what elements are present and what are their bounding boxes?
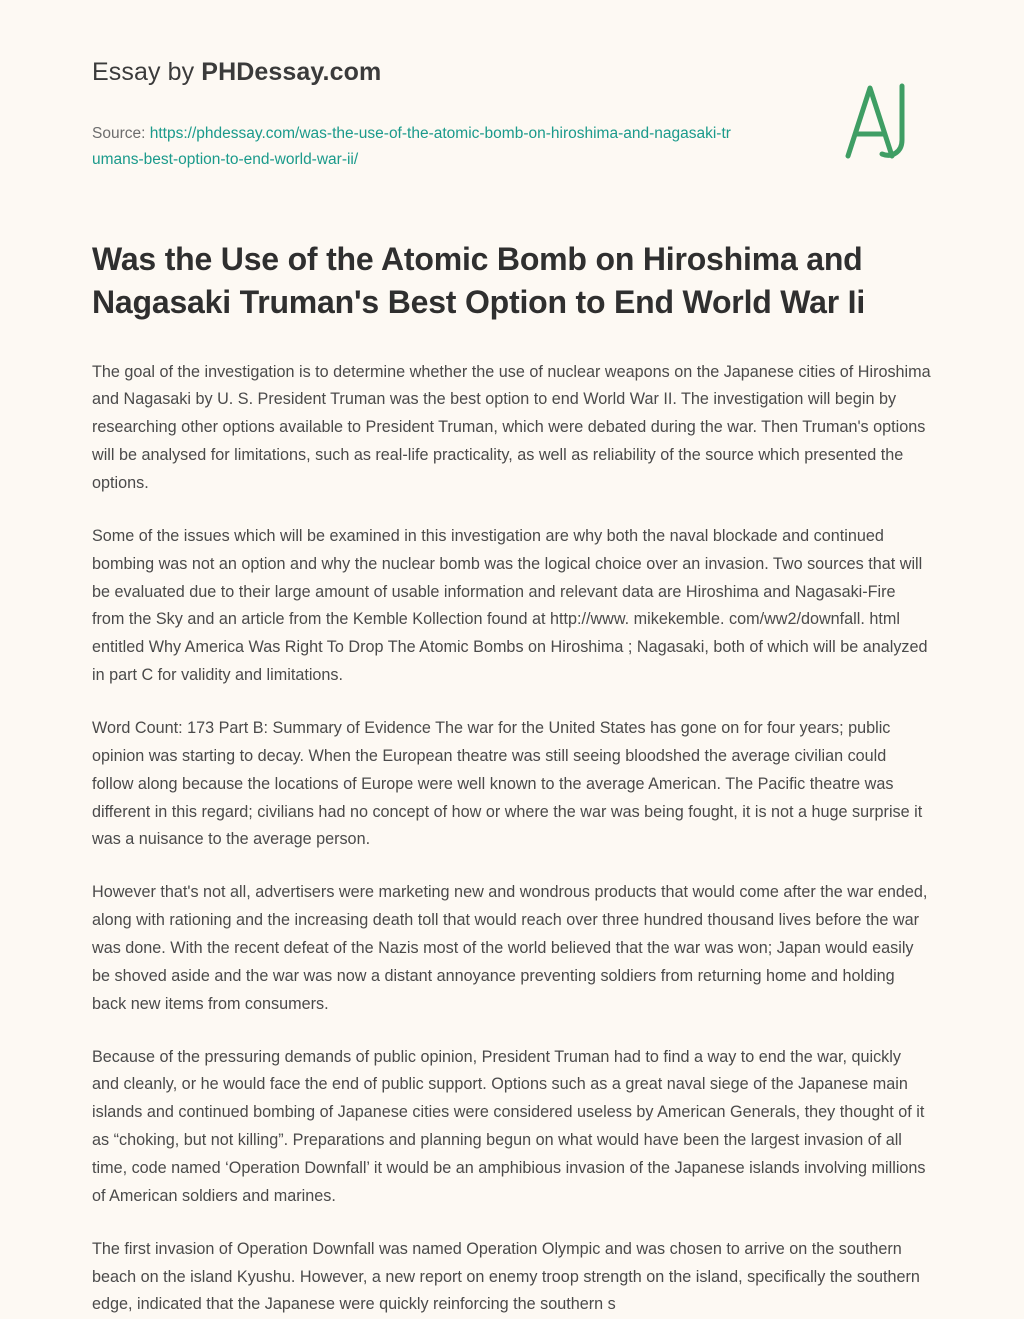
paragraph: Because of the pressuring demands of public opinion, President Truman had to find a way to end the war, quickly and cleanly, or he would face the end of public support. Options such as a great naval siege of the Japanese main islands and continued bombing of Japanese cities were considered useless by American Generals, they thought of it as “choking, but not killing”. Preparations and planning begun on what would have been the largest invasion of all time, code named ‘Operation Downfall’ it would be an amphibious invasion of the Japanese islands involving millions of American soldiers and marines.	[92, 1044, 932, 1211]
source-url-link[interactable]: https://phdessay.com/was-the-use-of-the-atomic-bomb-on-hiroshima-and-nagasaki-trumans-best-option-to-end-world-war-ii/	[92, 125, 731, 168]
source-block	[92, 121, 732, 172]
paragraph: Word Count: 173 Part B: Summary of Evidence The war for the United States has gone on for four years; public opinion was starting to decay. When the European theatre was still seeing bloodshed the average civilian could follow along because the locations of Europe were well known to the average American. The Pacific theatre was different in this regard; civilians had no concept of how or where the war was being fought, it is not a huge surprise it was a nuisance to the average person.	[92, 715, 932, 854]
source-label: Source:	[92, 125, 150, 142]
paragraph: The first invasion of Operation Downfall was named Operation Olympic and was chosen to arrive on the southern beach on the island Kyushu. However, a new report on enemy troop strength on the island, specifically the southern edge, indicated that the Japanese were quickly reinforcing the southern s	[92, 1236, 932, 1319]
document-body	[92, 359, 932, 1319]
paragraph: Some of the issues which will be examined in this investigation are why both the naval blockade and continued bombing was not an option and why the nuclear bomb was the logical choice over an invasion. Two sources that will be evaluated due to their large amount of usable information and relevant data are Hiroshima and Nagasaki-Fire from the Sky and an article from the Kemble Kollection found at http://www. mikekemble. com/ww2/downfall. html entitled Why America Was Right To Drop The Atomic Bombs on Hiroshima ; Nagasaki, both of which will be analyzed in part C for validity and limitations.	[92, 523, 932, 690]
phdessay-monogram-icon	[818, 78, 928, 168]
brand-by-label: by	[161, 58, 202, 86]
brand-essay-label: Essay	[92, 58, 161, 86]
brand-site-label: PHDessay.com	[201, 58, 381, 86]
page-header	[0, 0, 1024, 172]
paragraph: However that's not all, advertisers were marketing new and wondrous products that would come after the war ended, along with rationing and the increasing death toll that would reach over three hundred thousand lives before the war was done. With the recent defeat of the Nazis most of the world believed that the war was won; Japan would easily be shoved aside and the war was now a distant annoyance preventing soldiers from returning home and holding back new items from consumers.	[92, 879, 932, 1018]
page-title: Was the Use of the Atomic Bomb on Hiroshima and Nagasaki Truman's Best Option to End World War Ii	[92, 238, 922, 324]
paragraph: The goal of the investigation is to determine whether the use of nuclear weapons on the Japanese cities of Hiroshima and Nagasaki by U. S. President Truman was the best option to end World War II. The investigation will begin by researching other options available to President Truman, which were debated during the war. Then Truman's options will be analysed for limitations, such as real-life practicality, as well as reliability of the source which presented the options.	[92, 359, 932, 498]
